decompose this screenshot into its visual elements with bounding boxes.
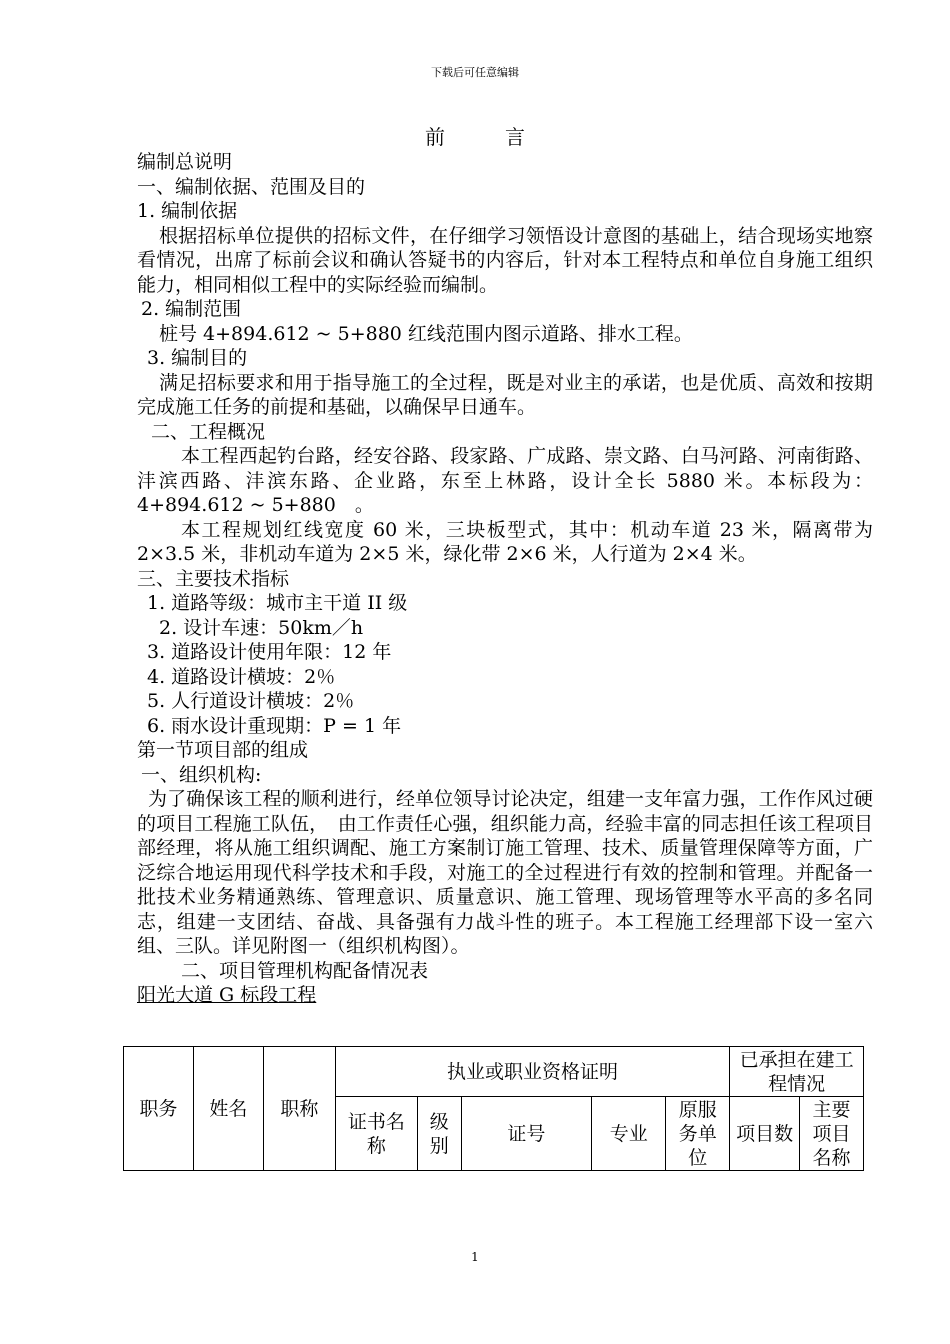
document-title (0, 124, 950, 150)
page-number: 1 (471, 1250, 479, 1264)
col-name: 姓名 (193, 1047, 263, 1171)
col-main-project: 主要项目名称 (800, 1097, 864, 1171)
heading-section-1: 第一节项目部的组成 (137, 739, 309, 761)
paragraph-purpose: 满足招标要求和用于指导施工的全过程，既是对业主的承诺，也是优质、高效和按期完成施工任务的前提和基础，以确保早日通车。 (137, 371, 873, 418)
subheading-basis: 1. 编制依据 (137, 200, 238, 222)
col-title: 职称 (263, 1047, 335, 1171)
indicator-road-grade: 1. 道路等级：城市主干道 II 级 (147, 592, 408, 614)
heading-staffing-table: 二、项目管理机构配备情况表 (181, 959, 429, 982)
col-cert-number: 证号 (461, 1097, 592, 1171)
col-cert-name: 证书名称 (335, 1097, 417, 1171)
staffing-table (123, 1046, 864, 1171)
indicator-sidewalk-slope: 5. 人行道设计横坡：2％ (147, 690, 355, 712)
indicator-cross-slope: 4. 道路设计横坡：2％ (147, 665, 336, 688)
paragraph-red-line: 本工程规划红线宽度 60 米，三块板型式，其中：机动车道 23 米，隔离带为 2×3.5 米，非机动车道为 2×5 米，绿化带 2×6 米，人行道为 2×4 米。 (137, 518, 873, 565)
indicator-design-life: 3. 道路设计使用年限：12 年 (147, 641, 392, 663)
heading-project-overview: 二、工程概况 (151, 420, 266, 443)
title-char-1: 前 (425, 125, 445, 149)
subheading-purpose: 3. 编制目的 (147, 347, 248, 369)
paragraph-organization: 为了确保该工程的顺利进行，经单位领导讨论决定，组建一支年富力强，工作作风过硬的项目工程施工队伍， 由工作责任心强，组织能力高，经验丰富的同志担任该工程项目部经理，将从施工组织调配、施工方案制订施工管理、技术、质量管理保障等方面，广泛综合地运用现代科学技术和手段，对施工的全过程进行有效的控制和管理。并配备一批技术业务精通熟练、管理意识、质量意识、施工管理、现场管理等水平高的多名同志，组建一支团结、奋战、具备强有力战斗性的班子。本工程施工经理部下设一室六组、三队。详见附图一（组织机构图）。 (137, 788, 873, 957)
indicator-speed: 2. 设计车速：50km／h (159, 616, 364, 639)
col-project-count: 项目数 (730, 1097, 800, 1171)
paragraph-project-overview: 本工程西起钓台路，经安谷路、段家路、广成路、崇文路、白马河路、河南街路、沣滨西路、沣滨东路、企业路，东至上林路，设计全长 5880 米。本标段为：4+894.612 ~ 5+880 。 (137, 445, 873, 516)
heading-overview: 编制总说明 (137, 151, 233, 173)
heading-tech-indicators: 三、主要技术指标 (137, 567, 290, 590)
indicator-rain-return: 6. 雨水设计重现期：P = 1 年 (147, 714, 402, 737)
document-body (137, 150, 873, 1008)
heading-basis-scope: 一、编制依据、范围及目的 (137, 175, 366, 198)
col-qualification: 执业或职业资格证明 (335, 1047, 729, 1097)
col-ongoing-projects: 已承担在建工程情况 (730, 1047, 864, 1097)
col-former-unit: 原服务单位 (666, 1097, 730, 1171)
col-major: 专业 (592, 1097, 666, 1171)
project-name: 阳光大道 G 标段工程 (137, 984, 317, 1006)
title-char-2: 言 (505, 125, 525, 149)
paragraph-scope: 桩号 4+894.612 ~ 5+880 红线范围内图示道路、排水工程。 (159, 322, 693, 345)
heading-organization: 一、组织机构: (141, 763, 262, 786)
page-header: 下载后可任意编辑 (431, 66, 519, 79)
subheading-scope: 2. 编制范围 (141, 298, 242, 320)
col-grade: 级别 (417, 1097, 461, 1171)
col-position: 职务 (124, 1047, 194, 1171)
paragraph-basis: 根据招标单位提供的招标文件，在仔细学习领悟设计意图的基础上，结合现场实地察看情况，出席了标前会议和确认答疑书的内容后，针对本工程特点和单位自身施工组织能力，相同相似工程中的实际经验而编制。 (137, 224, 873, 296)
